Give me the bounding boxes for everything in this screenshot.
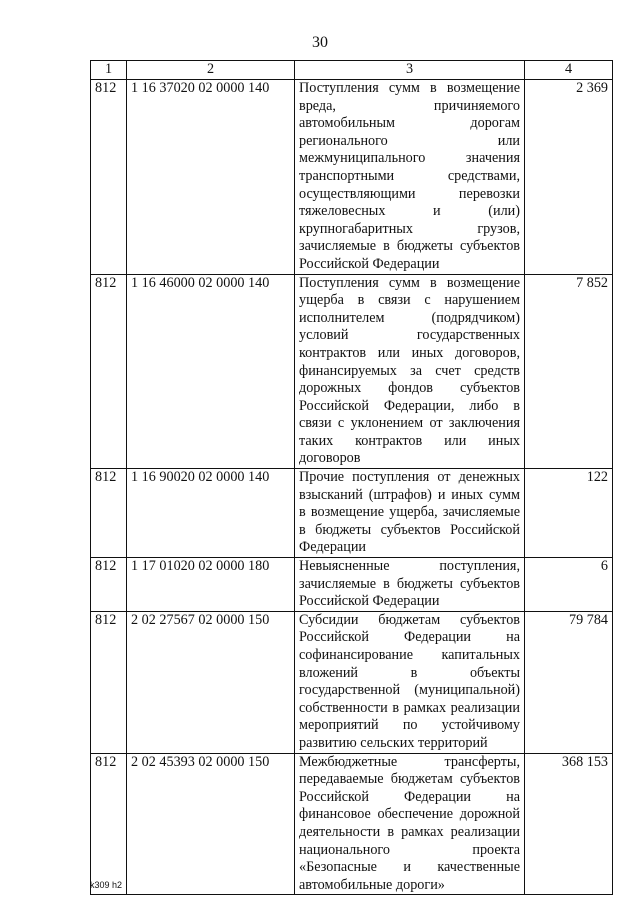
revenue-code-cell: 1 16 37020 02 0000 140 [127, 80, 295, 275]
column-header: 2 [127, 61, 295, 80]
amount-cell: 7 852 [525, 274, 613, 469]
admin-code-cell: 812 [91, 80, 127, 275]
description-cell: Поступления сумм в возмещение ущерба в связи с нарушением исполнителем (подрядчиком) условий государственных контрактов или иных договоров, финансируемых за счет средств дорожных фондов субъектов Российской Федерации, либо в связи с уклонением от заключения таких контрактов или иных договоров [295, 274, 525, 469]
table-row [91, 558, 613, 612]
table-row [91, 274, 613, 469]
revenue-code-cell: 1 17 01020 02 0000 180 [127, 558, 295, 612]
table-row [91, 80, 613, 275]
description-cell: Межбюджетные трансферты, передаваемые бюджетам субъектов Российской Федерации на финансовое обеспечение дорожной деятельности в рамках реализации национального проекта «Безопасные и качественные автомобильные дороги» [295, 753, 525, 895]
admin-code-cell: 812 [91, 274, 127, 469]
amount-cell: 79 784 [525, 611, 613, 753]
column-header: 3 [295, 61, 525, 80]
budget-revenue-table [90, 60, 613, 895]
table-header-row [91, 61, 613, 80]
amount-cell: 2 369 [525, 80, 613, 275]
column-header: 4 [525, 61, 613, 80]
admin-code-cell: 812 [91, 558, 127, 612]
amount-cell: 368 153 [525, 753, 613, 895]
revenue-code-cell: 2 02 27567 02 0000 150 [127, 611, 295, 753]
description-cell: Субсидии бюджетам субъектов Российской Федерации на софинансирование капитальных вложений в объекты государственной (муниципальной) собственности в рамках реализации мероприятий по устойчивому развитию сельских территорий [295, 611, 525, 753]
admin-code-cell: 812 [91, 753, 127, 895]
admin-code-cell: 812 [91, 611, 127, 753]
revenue-code-cell: 1 16 46000 02 0000 140 [127, 274, 295, 469]
admin-code-cell: 812 [91, 469, 127, 558]
table-row [91, 753, 613, 895]
description-cell: Прочие поступления от денежных взысканий (штрафов) и иных сумм в возмещение ущерба, зачисляемые в бюджеты субъектов Российской Федерации [295, 469, 525, 558]
amount-cell: 122 [525, 469, 613, 558]
column-header: 1 [91, 61, 127, 80]
revenue-code-cell: 2 02 45393 02 0000 150 [127, 753, 295, 895]
table-row [91, 469, 613, 558]
revenue-code-cell: 1 16 90020 02 0000 140 [127, 469, 295, 558]
description-cell: Поступления сумм в возмещение вреда, причиняемого автомобильным дорогам регионального или межмуниципального значения транспортными средствами, осуществляющими перевозки тяжеловесных и (или) крупногабаритных грузов, зачисляемые в бюджеты субъектов Российской Федерации [295, 80, 525, 275]
description-cell: Невыясненные поступления, зачисляемые в бюджеты субъектов Российской Федерации [295, 558, 525, 612]
footer-document-mark: k309 h2 [90, 880, 123, 890]
amount-cell: 6 [525, 558, 613, 612]
page-number: 30 [312, 34, 328, 51]
table-row [91, 611, 613, 753]
